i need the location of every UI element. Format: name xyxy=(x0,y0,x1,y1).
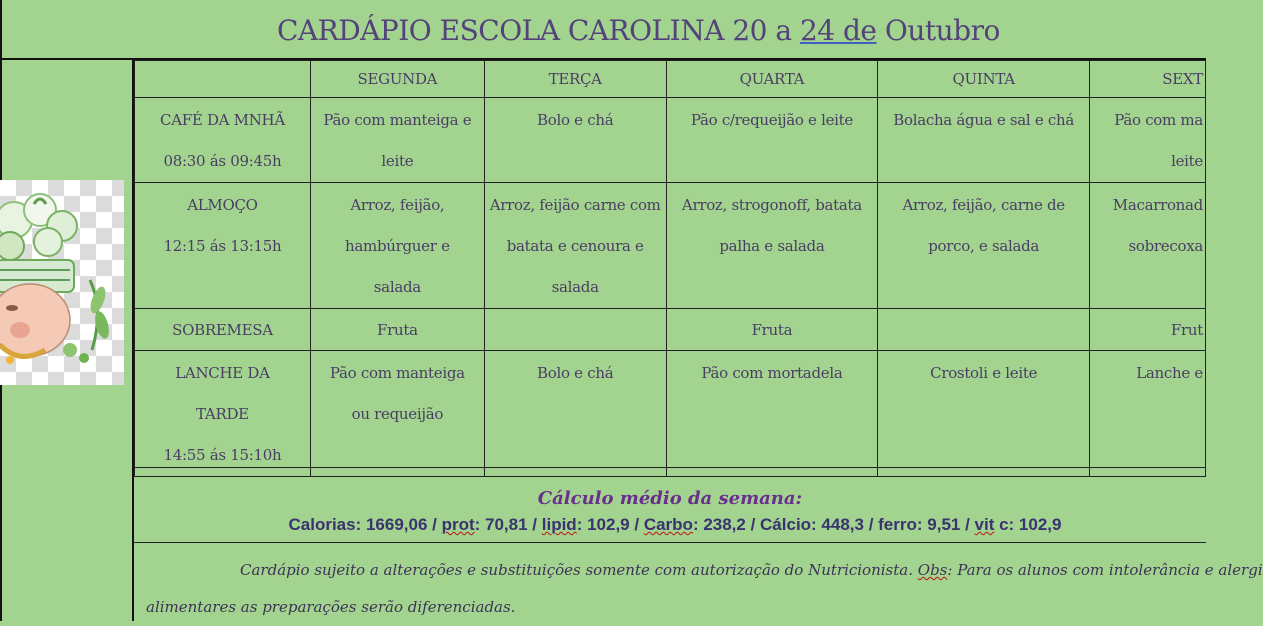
menu-cell: Pão com ma leite xyxy=(1090,98,1206,183)
menu-cell: Pão com manteiga e leite xyxy=(310,98,484,183)
vit-label: vit xyxy=(974,515,995,534)
header-cell-terca: TERÇA xyxy=(484,61,666,98)
weekly-nutrition-summary xyxy=(134,467,1206,543)
lipid-value: : 102,9 / xyxy=(576,515,644,534)
meal-name: SOBREMESA xyxy=(172,321,273,339)
meal-label-cell xyxy=(135,351,311,477)
menu-title xyxy=(277,14,1177,47)
table-row xyxy=(135,98,1206,183)
note-text-b: : Para os alunos com intolerância e alergi xyxy=(947,561,1263,579)
title-prefix: CARDÁPIO ESCOLA CAROLINA 20 a xyxy=(277,14,800,47)
calorias-value: Calorias: 1669,06 / xyxy=(288,515,442,534)
note-line-2: alimentares as preparações serão diferenciadas. xyxy=(146,598,516,616)
header-cell-empty xyxy=(135,61,311,98)
prot-value: : 70,81 / xyxy=(474,515,542,534)
menu-cell: Pão com manteiga ou requeijão xyxy=(310,351,484,477)
note-text-a: Cardápio sujeito a alterações e substituições somente com autorização do Nutricionista. xyxy=(240,561,918,579)
header-cell-sexta: SEXT xyxy=(1090,61,1206,98)
meal-name: ALMOÇO xyxy=(187,196,258,214)
menu-cell: Frut xyxy=(1090,309,1206,351)
header-cell-quinta: QUINTA xyxy=(878,61,1090,98)
menu-cell xyxy=(484,309,666,351)
title-day-end: 24 xyxy=(799,14,835,47)
header-cell-segunda: SEGUNDA xyxy=(310,61,484,98)
menu-title-bar xyxy=(0,0,1206,60)
summary-values xyxy=(134,515,1206,535)
meal-time: 08:30 ás 09:45h xyxy=(163,152,282,170)
menu-cell: Macarronad sobrecoxa xyxy=(1090,183,1206,309)
menu-disclaimer-note xyxy=(134,548,1263,621)
meal-label-cell xyxy=(135,183,311,309)
chef-mascot-illustration xyxy=(0,180,124,385)
meal-time: 14:55 ás 15:10h xyxy=(163,446,282,464)
vit-value: c: 102,9 xyxy=(994,515,1062,534)
table-header-row xyxy=(135,61,1206,98)
menu-cell: Pão c/requeijão e leite xyxy=(666,98,878,183)
menu-cell: Pão com mortadela xyxy=(666,351,878,477)
menu-cell: Fruta xyxy=(310,309,484,351)
menu-cell: Bolacha água e sal e chá xyxy=(878,98,1090,183)
title-space xyxy=(835,14,843,47)
menu-cell: Arroz, feijão, hambúrguer e salada xyxy=(310,183,484,309)
carbo-label: Carbo xyxy=(643,515,693,534)
carbo-value: : 238,2 / Cálcio: 448,3 / ferro: 9,51 / xyxy=(692,515,975,534)
menu-cell: Bolo e chá xyxy=(484,351,666,477)
table-row xyxy=(135,183,1206,309)
meal-label-cell xyxy=(135,98,311,183)
summary-title: Cálculo médio da semana: xyxy=(537,488,803,509)
menu-cell: Crostoli e leite xyxy=(878,351,1090,477)
lipid-label: lipid xyxy=(541,515,577,534)
menu-cell: Arroz, feijão, carne de porco, e salada xyxy=(878,183,1090,309)
table-row xyxy=(135,351,1206,477)
title-month: Outubro xyxy=(876,14,1000,47)
menu-cell: Arroz, strogonoff, batata palha e salada xyxy=(666,183,878,309)
meal-name: LANCHE DA TARDE xyxy=(175,364,270,423)
menu-cell: Lanche e xyxy=(1090,351,1206,477)
meal-time: 12:15 ás 13:15h xyxy=(163,237,282,255)
header-cell-quarta: QUARTA xyxy=(666,61,878,98)
meal-name: CAFÉ DA MNHÃ xyxy=(160,111,285,129)
chef-icon xyxy=(0,180,124,385)
menu-cell xyxy=(878,309,1090,351)
menu-table xyxy=(134,60,1206,477)
menu-cell: Arroz, feijão carne com batata e cenoura e salada xyxy=(484,183,666,309)
note-obs: Obs xyxy=(917,561,948,579)
meal-label-cell xyxy=(135,309,311,351)
note-line-1 xyxy=(134,552,1263,589)
title-de: de xyxy=(843,14,877,47)
menu-cell: Bolo e chá xyxy=(484,98,666,183)
table-row xyxy=(135,309,1206,351)
menu-cell: Fruta xyxy=(666,309,878,351)
prot-label: prot xyxy=(441,515,475,534)
